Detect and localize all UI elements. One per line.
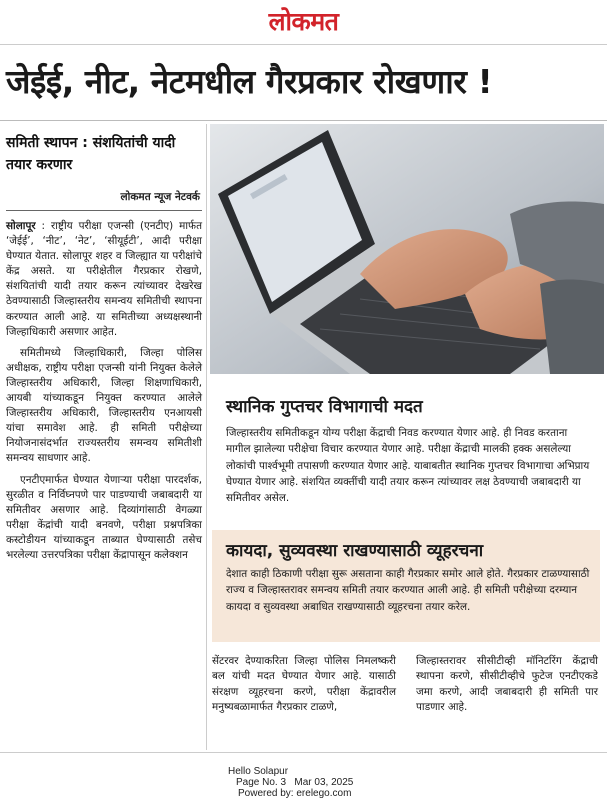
left-paragraph-1-text: : राष्ट्रीय परीक्षा एजन्सी (एनटीए) मार्फत ‘जेईई’, ‘नीट’, ‘नेट’, ‘सीयूईटी’, आदी परीक्षा घेण्यात येतात. सोलापूर शहर व जिल्ह्यात या परीक्षांचे केंद्र असते. या परीक्षेतील गैरप्रकार रोखणे, संशयितांची यादी तयार करून त्यांच्यावर देखरेख ठेवण्यासाठी जिल्हास्तरीय समन्वय समितीची स्थापना करण्यात आली आहे. या समितीच्या अध्यक्षस्थानी जिल्हाधिकारी असणार आहेत. xyxy=(6,220,202,338)
middle-column xyxy=(212,654,396,716)
box-intelligence-title: स्थानिक गुप्तचर विभागाची मदत xyxy=(226,397,423,417)
article-byline: लोकमत न्यूज नेटवर्क xyxy=(120,191,200,203)
right-column xyxy=(416,654,598,716)
page-headline: जेईई, नीट, नेटमधील गैरप्रकार रोखणार ! xyxy=(6,62,493,101)
footer-edition: Hello Solapur xyxy=(228,766,289,777)
left-paragraph-2: समितीमध्ये जिल्हाधिकारी, जिल्हा पोलिस अधीक्षक, राष्ट्रीय परीक्षा एजन्सी यांनी नियुक्त केलेले जिल्हास्तरीय अधिकारी, जिल्हा शिक्षणाधिकारी, आयबी यांच्याकडून नियुक्त करण्यात आलेले जिल्हास्तरीय अधिकारी, जिल्हास्तरीय एनआयसी यांचा समावेश आहे. ही समिती परीक्षेच्या नियोजनासंदर्भात राज्यस्तरीय समन्वय समितीशी समन्वय साधणार आहे. xyxy=(6,346,202,465)
laptop-photo-illustration xyxy=(210,124,604,374)
left-column xyxy=(6,219,202,569)
dateline-place: सोलापूर xyxy=(6,220,36,232)
footer-page: Page No. 3 xyxy=(236,777,287,788)
footer-date: Mar 03, 2025 xyxy=(294,777,354,788)
middle-column-text: सेंटरवर देण्याकरिता जिल्हा पोलिस निमलष्करी बल यांची मदत घेण्यात येणार आहे. यासाठी संरक्षण व्यूहरचना करणे, परीक्षा केंद्रावरील मनुष्यबळामार्फत गैरप्रकार टाळणे, xyxy=(212,655,396,714)
box-intelligence-text: जिल्हास्तरीय समितीकडून योग्य परीक्षा केंद्राची निवड करण्यात येणार आहे. ही निवड करताना मागील झालेल्या परीक्षेचा विचार करण्यात येणार आहे. परीक्षा केंद्राची मालकी हक्क असलेल्या लोकांची पार्श्वभूमी तपासणी करण्यात येणार आहे. याबाबतीत स्थानिक गुप्तचर विभागाचा अभिप्राय घेण्यात येणार आहे. संशयित व्यक्तींची यादी तयार करून त्यांच्यावर लक्ष ठेवण्याची जबाबदारी या समितीवर असेल. xyxy=(226,427,590,505)
top-divider xyxy=(0,44,607,45)
right-column-text: जिल्हास्तरावर सीसीटीव्ही मॉनिटरिंग केंद्राची स्थापना करणे, सीसीटीव्हीचे फुटेज एनटीएकडे जमा करणे, आदी जबाबदारी ही समिती पार पाडणार आहे. xyxy=(416,655,598,714)
left-paragraph-1 xyxy=(6,219,202,340)
headline-divider xyxy=(0,120,607,121)
column-divider xyxy=(206,124,207,750)
box-law-order-text: देशात काही ठिकाणी परीक्षा सुरू असताना काही गैरप्रकार समोर आले होते. गैरप्रकार टाळण्यासाठी राज्य व जिल्हास्तरावर समन्वय समिती तयार करण्यात आली आहे. ही समिती परीक्षेच्या दरम्यान कायदा व सुव्यवस्था अबाधित राखण्यासाठी व्यूहरचना तयार करेल. xyxy=(226,568,590,613)
article-subhead: समिती स्थापन : संशयितांची यादी तयार करणार xyxy=(6,135,176,173)
page-footer xyxy=(228,766,388,799)
left-paragraph-3: एनटीएमार्फत घेण्यात येणाऱ्या परीक्षा पारदर्शक, सुरळीत व निर्विघ्नपणे पार पाडण्याची जबाबदारी या समितीवर असणार आहे. दिव्यांगांसाठी वेगळ्या परीक्षा केंद्रांची यादी बनवणे, परीक्षा प्रश्नपत्रिका कस्टोडीयन यांच्याकडून ताब्यात घेण्यासाठी तसेच भरलेल्या उत्तरपत्रिका परीक्षा केंद्रापासून कलेक्शन xyxy=(6,473,202,561)
box-law-order-title: कायदा, सुव्यवस्था राखण्यासाठी व्यूहरचना xyxy=(226,541,484,561)
footer-page-date xyxy=(228,777,388,788)
footer-powered: Powered by: erelego.com xyxy=(238,788,352,799)
masthead-logo: लोकमत xyxy=(268,7,339,36)
byline-divider xyxy=(6,210,202,211)
footer-divider xyxy=(0,752,607,753)
laptop-typing-photo xyxy=(210,124,604,374)
